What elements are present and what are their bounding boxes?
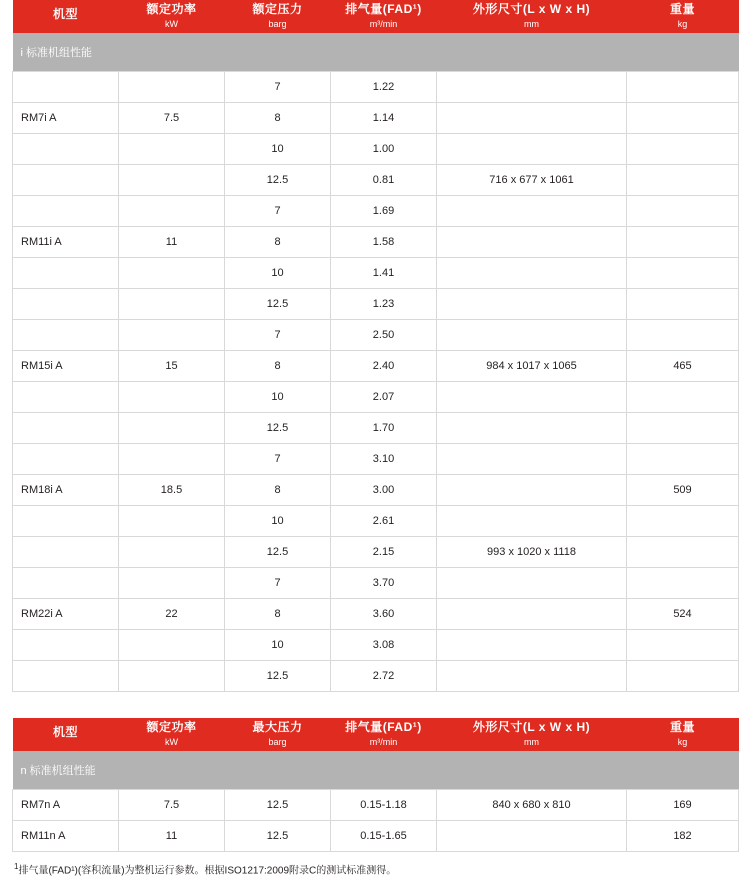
cell-fad: 3.70 [331,568,437,599]
cell-dimensions [437,413,627,444]
cell-pressure: 7 [225,72,331,103]
cell-dimensions: 993 x 1020 x 1118 [437,537,627,568]
cell-pressure: 12.5 [225,165,331,196]
cell-weight [627,289,739,320]
cell-max-pressure: 12.5 [225,790,331,821]
cell-model [13,382,119,413]
cell-power [119,568,225,599]
cell-model: RM11n A [13,821,119,852]
cell-pressure: 7 [225,444,331,475]
cell-weight [627,568,739,599]
cell-dimensions: 716 x 677 x 1061 [437,165,627,196]
cell-dimensions [437,227,627,258]
table-row [13,320,739,351]
cell-dimensions [437,320,627,351]
cell-fad: 2.40 [331,351,437,382]
table-row [13,196,739,227]
cell-weight [627,227,739,258]
performance-table-n-wrapper [12,718,738,852]
cell-pressure: 8 [225,103,331,134]
table-row [13,790,739,821]
cell-fad: 0.81 [331,165,437,196]
cell-power: 7.5 [119,790,225,821]
table-row [13,506,739,537]
cell-fad: 2.15 [331,537,437,568]
cell-dimensions: 840 x 680 x 810 [437,790,627,821]
table-row [13,630,739,661]
cell-model: RM11i A [13,227,119,258]
table-row [13,134,739,165]
cell-max-pressure: 12.5 [225,821,331,852]
cell-fad: 2.50 [331,320,437,351]
cell-weight: 465 [627,351,739,382]
table2-col-power: 额定功率 kW [119,718,225,751]
cell-power [119,382,225,413]
cell-dimensions [437,382,627,413]
cell-pressure: 8 [225,599,331,630]
cell-fad: 1.58 [331,227,437,258]
cell-power [119,289,225,320]
cell-power: 18.5 [119,475,225,506]
cell-dimensions [437,103,627,134]
cell-fad: 1.14 [331,103,437,134]
cell-weight: 169 [627,790,739,821]
cell-power: 11 [119,821,225,852]
cell-model [13,134,119,165]
table1-col-model: 机型 [13,0,119,33]
cell-weight [627,506,739,537]
cell-model [13,568,119,599]
cell-fad: 2.61 [331,506,437,537]
cell-weight [627,134,739,165]
table2-col-max-pressure: 最大压力 barg [225,718,331,751]
cell-pressure: 12.5 [225,537,331,568]
table2-section-header [13,751,739,790]
cell-model [13,72,119,103]
cell-weight [627,165,739,196]
cell-power [119,537,225,568]
cell-dimensions [437,568,627,599]
table2-col-dimensions: 外形尺寸(L x W x H) mm [437,718,627,751]
cell-model: RM7i A [13,103,119,134]
cell-pressure: 10 [225,258,331,289]
cell-fad: 1.41 [331,258,437,289]
cell-power [119,630,225,661]
table-row [13,227,739,258]
cell-pressure: 10 [225,506,331,537]
table-row [13,475,739,506]
cell-power: 7.5 [119,103,225,134]
cell-dimensions [437,444,627,475]
cell-power [119,413,225,444]
cell-model: RM22i A [13,599,119,630]
cell-power [119,506,225,537]
cell-model [13,506,119,537]
cell-pressure: 10 [225,134,331,165]
table1-col-pressure: 额定压力 barg [225,0,331,33]
cell-weight [627,382,739,413]
table2-header-row [13,718,739,751]
table-row [13,258,739,289]
table1-header-row [13,0,739,33]
cell-fad: 2.72 [331,661,437,692]
table-row [13,537,739,568]
cell-dimensions [437,506,627,537]
cell-pressure: 10 [225,630,331,661]
cell-weight: 182 [627,821,739,852]
table-row [13,72,739,103]
table-row [13,103,739,134]
cell-fad: 3.60 [331,599,437,630]
cell-weight [627,196,739,227]
cell-fad: 1.23 [331,289,437,320]
cell-weight [627,320,739,351]
cell-power [119,196,225,227]
performance-table-n [12,718,739,852]
cell-dimensions [437,258,627,289]
table-row [13,821,739,852]
cell-pressure: 7 [225,196,331,227]
table1-section-label: i 标准机组性能 [13,33,739,72]
cell-fad: 3.00 [331,475,437,506]
cell-dimensions [437,630,627,661]
table1-section-header [13,33,739,72]
cell-model [13,537,119,568]
table-row [13,568,739,599]
cell-weight: 524 [627,599,739,630]
cell-weight [627,413,739,444]
cell-fad: 1.00 [331,134,437,165]
cell-power: 22 [119,599,225,630]
table-row [13,413,739,444]
cell-fad: 2.07 [331,382,437,413]
cell-power: 15 [119,351,225,382]
table-row [13,289,739,320]
cell-model [13,661,119,692]
table1-col-fad: 排气量(FAD¹) m³/min [331,0,437,33]
footnote-text: 排气量(FAD¹)(容积流量)为整机运行参数。根据ISO1217:2009附录C的测试标准测得。 [18,865,397,877]
cell-dimensions: 984 x 1017 x 1065 [437,351,627,382]
cell-weight: 509 [627,475,739,506]
cell-model [13,165,119,196]
cell-pressure: 7 [225,568,331,599]
cell-power [119,72,225,103]
cell-weight [627,258,739,289]
cell-model [13,320,119,351]
cell-pressure: 7 [225,320,331,351]
table2-col-weight: 重量 kg [627,718,739,751]
cell-weight [627,444,739,475]
cell-fad: 1.70 [331,413,437,444]
cell-weight [627,661,739,692]
cell-dimensions [437,289,627,320]
cell-fad: 1.69 [331,196,437,227]
table-row [13,165,739,196]
table-gap [12,692,738,718]
table2-col-model: 机型 [13,718,119,751]
footnote-number: 1 [14,862,19,872]
cell-pressure: 12.5 [225,413,331,444]
cell-power: 11 [119,227,225,258]
table-row [13,661,739,692]
cell-model: RM18i A [13,475,119,506]
cell-pressure: 12.5 [225,289,331,320]
cell-dimensions [437,599,627,630]
cell-model: RM15i A [13,351,119,382]
table2-col-fad: 排气量(FAD¹) m³/min [331,718,437,751]
cell-power [119,134,225,165]
table-row [13,599,739,630]
performance-table-i [12,0,739,692]
cell-power [119,165,225,196]
cell-weight [627,103,739,134]
cell-model [13,444,119,475]
cell-model [13,413,119,444]
cell-model [13,630,119,661]
cell-fad: 0.15-1.18 [331,790,437,821]
cell-power [119,444,225,475]
cell-fad: 0.15-1.65 [331,821,437,852]
cell-pressure: 10 [225,382,331,413]
cell-dimensions [437,821,627,852]
cell-power [119,320,225,351]
cell-pressure: 8 [225,351,331,382]
cell-dimensions [437,475,627,506]
table1-col-dimensions: 外形尺寸(L x W x H) mm [437,0,627,33]
cell-model [13,258,119,289]
table-row [13,444,739,475]
cell-fad: 1.22 [331,72,437,103]
table2-section-label: n 标准机组性能 [13,751,739,790]
cell-model: RM7n A [13,790,119,821]
cell-dimensions [437,661,627,692]
cell-power [119,258,225,289]
cell-power [119,661,225,692]
cell-dimensions [437,196,627,227]
cell-model [13,196,119,227]
cell-pressure: 12.5 [225,661,331,692]
cell-model [13,289,119,320]
cell-weight [627,72,739,103]
cell-dimensions [437,72,627,103]
cell-pressure: 8 [225,227,331,258]
table1-col-power: 额定功率 kW [119,0,225,33]
cell-fad: 3.08 [331,630,437,661]
cell-fad: 3.10 [331,444,437,475]
cell-weight [627,630,739,661]
cell-dimensions [437,134,627,165]
table-row [13,382,739,413]
footnote [12,852,738,877]
table-row [13,351,739,382]
table1-col-weight: 重量 kg [627,0,739,33]
cell-weight [627,537,739,568]
cell-pressure: 8 [225,475,331,506]
